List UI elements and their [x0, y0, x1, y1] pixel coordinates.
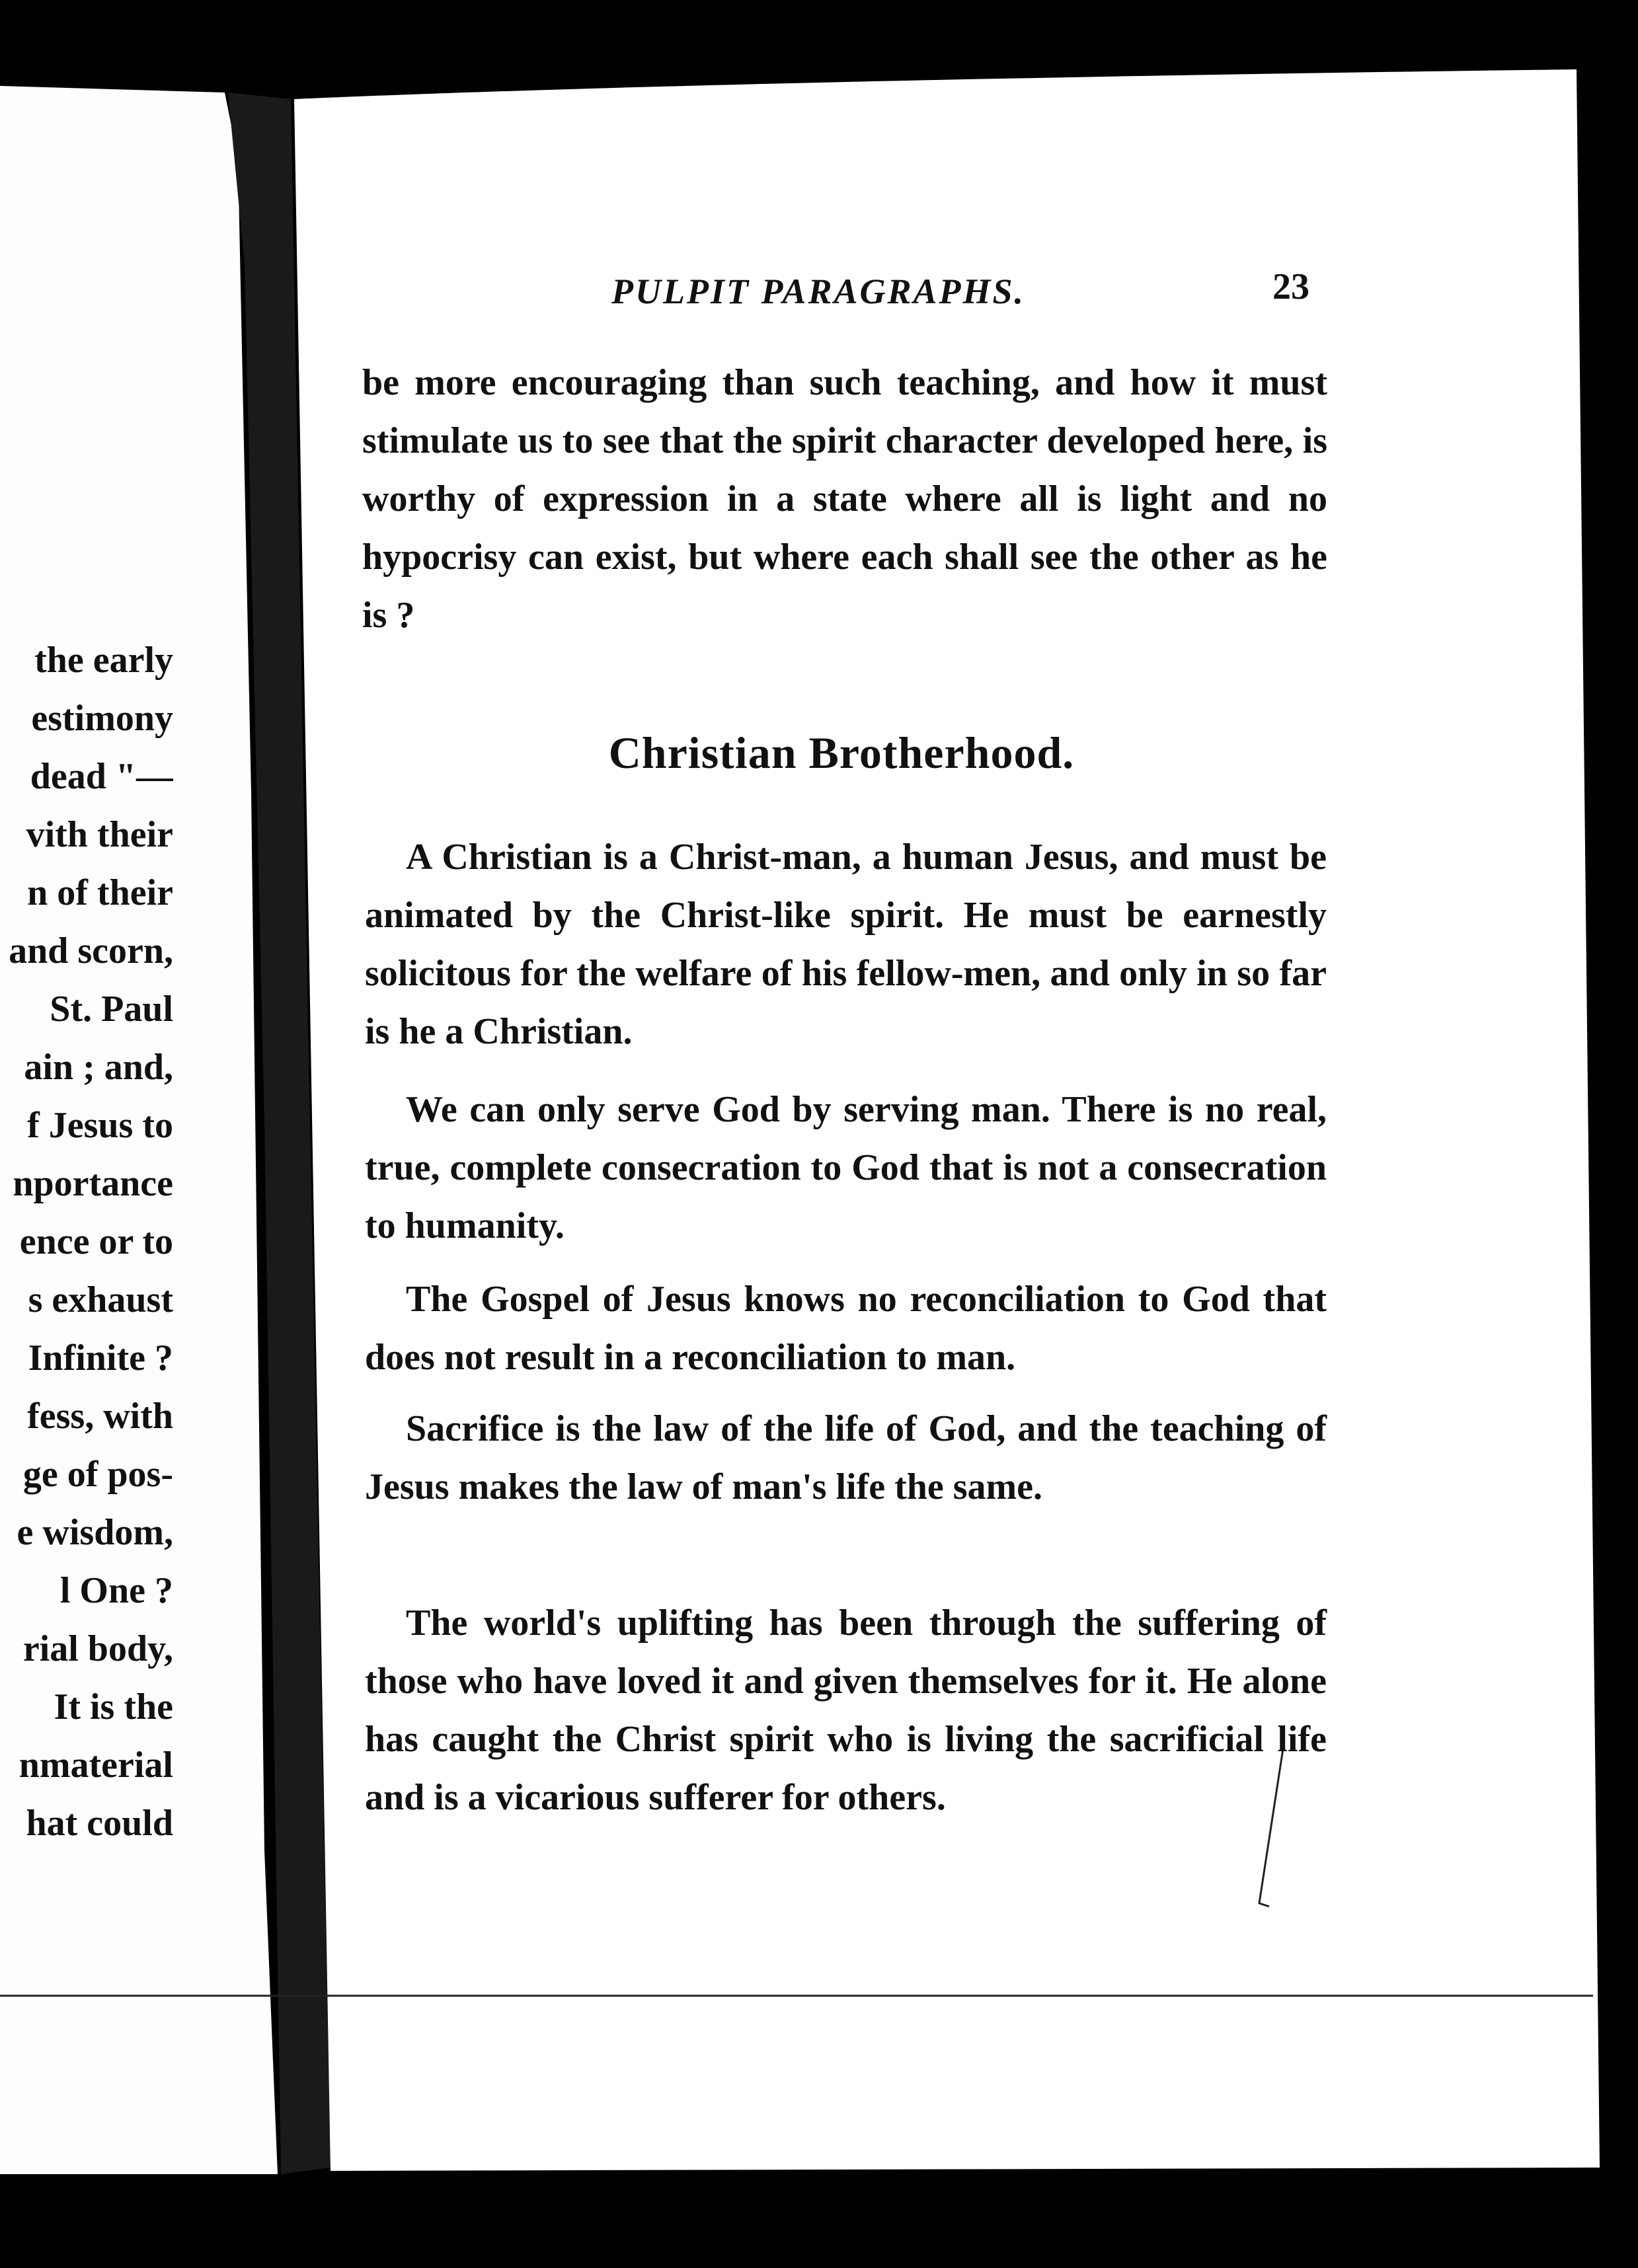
body-paragraph: The world's uplifting has been through the suffering of those who have loved it and given themselves for it. He alone has caught the Christ spirit who is living the sacrificial life and is a vicarious sufferer for others. — [365, 1603, 1327, 1818]
body-paragraph: Sacrifice is the law of the life of God, and the teaching of Jesus makes the law of man's life the same. — [365, 1408, 1327, 1507]
left-line: and scorn, — [9, 930, 173, 971]
left-line: f Jesus to — [27, 1105, 173, 1146]
left-line: dead "— — [30, 756, 173, 797]
body-paragraph: The Gospel of Jesus knows no reconciliation to God that does not result in a reconciliation to man. — [365, 1279, 1327, 1378]
left-line: n of their — [27, 872, 173, 913]
section-heading: Christian Brotherhood. — [608, 728, 1075, 778]
running-head: PULPIT PARAGRAPHS. — [611, 272, 1026, 311]
left-line: fess, with — [27, 1396, 173, 1437]
left-line: hat could — [26, 1803, 173, 1844]
left-line: the early — [34, 640, 173, 681]
left-line: ain ; and, — [24, 1047, 173, 1088]
left-line: nmaterial — [19, 1745, 173, 1786]
continuation-paragraph: be more encouraging than such teaching, and how it must stimulate us to see that the spirit character developed here, is worthy of expression in a state where all is light and no hypocrisy can exist, but where each shall see the other as he is ? — [362, 362, 1327, 636]
left-line: l One ? — [59, 1570, 173, 1611]
left-line: e wisdom, — [17, 1512, 173, 1553]
page-number: 23 — [1272, 266, 1309, 307]
left-page-fragment — [0, 631, 173, 1852]
left-line: ence or to — [19, 1221, 173, 1262]
body-paragraph: We can only serve God by serving man. There is no real, true, complete consecration to God that is not a consecration to humanity. — [365, 1089, 1327, 1246]
left-line: vith their — [26, 814, 173, 855]
left-line: estimony — [31, 698, 173, 739]
left-line: St. Paul — [50, 989, 173, 1030]
left-line: It is the — [54, 1686, 173, 1727]
left-line: s exhaust — [28, 1279, 173, 1320]
left-line: nportance — [13, 1163, 173, 1204]
body-paragraph: A Christian is a Christ-man, a human Jesus, and must be animated by the Christ-like spirit. He must be earnestly solicitous for the welfare of his fellow-men, and only in so far is he a Christian. — [365, 837, 1327, 1052]
left-line: Infinite ? — [28, 1338, 173, 1379]
left-line: rial body, — [22, 1628, 173, 1669]
left-line: ge of pos- — [22, 1454, 173, 1495]
